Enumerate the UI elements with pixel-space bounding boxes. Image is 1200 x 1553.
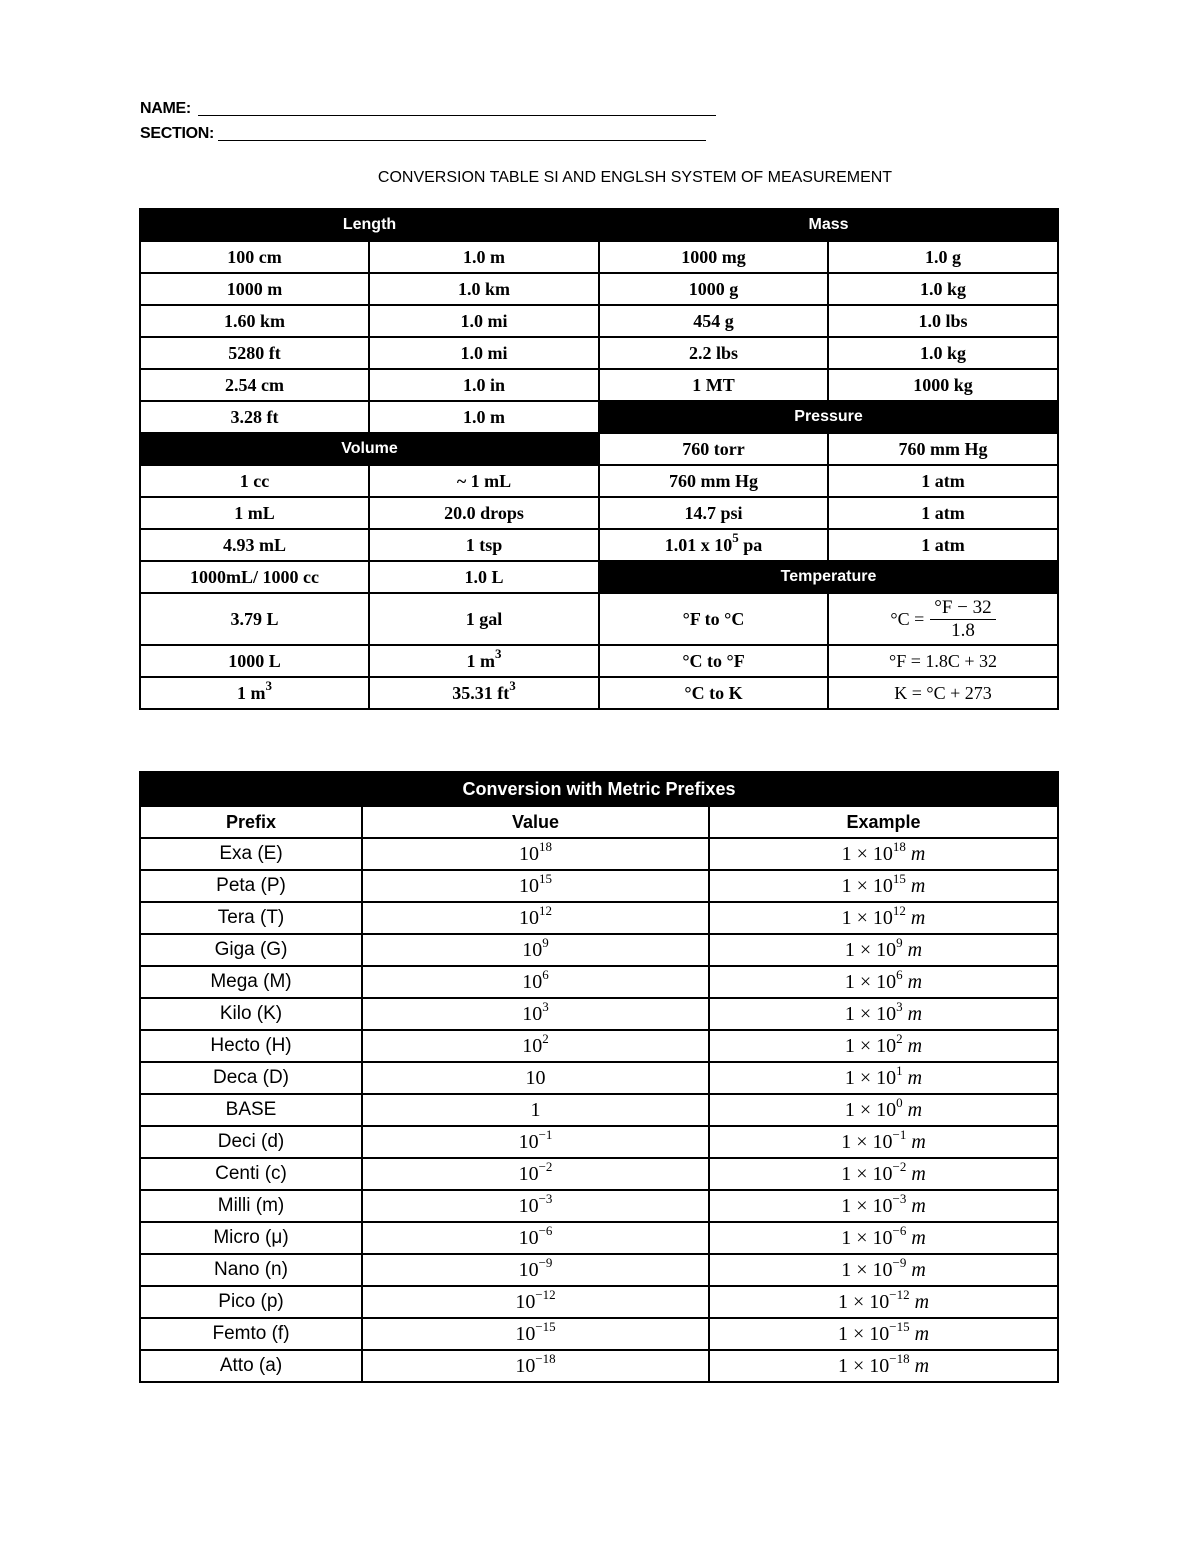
example-exponent: 2	[896, 1030, 903, 1046]
example-unit: m	[910, 874, 926, 897]
example-coefficient: 1 ×	[837, 1290, 865, 1313]
prefix-example	[709, 966, 1058, 998]
fraction-numerator: °F − 32	[930, 597, 995, 620]
example-coefficient: 1 ×	[844, 1098, 872, 1121]
prefix-name: Mega (M)	[140, 966, 362, 998]
prefix-example	[709, 870, 1058, 902]
prefix-name: Micro (μ)	[140, 1222, 362, 1254]
prefix-example	[709, 1158, 1058, 1190]
value-exponent: −3	[538, 1190, 553, 1206]
pressure-cell: 1 atm	[828, 529, 1058, 561]
example-unit: m	[914, 1290, 930, 1313]
length-cell: 1.60 km	[140, 305, 369, 337]
prefix-name: Kilo (K)	[140, 998, 362, 1030]
value-exponent: 18	[539, 838, 552, 854]
example-base: 10	[876, 1066, 897, 1089]
value-base: 10	[519, 874, 539, 897]
example-coefficient: 1 ×	[837, 1354, 865, 1377]
prefix-example	[709, 998, 1058, 1030]
volume-cell: 20.0 drops	[369, 497, 599, 529]
example-base: 10	[872, 906, 893, 929]
table-row	[140, 1030, 1058, 1062]
value-exponent: −9	[538, 1254, 553, 1270]
value-base: 10	[518, 1226, 539, 1249]
volume-cell: ~ 1 mL	[369, 465, 599, 497]
table-row	[140, 998, 1058, 1030]
prefix-example	[709, 1126, 1058, 1158]
pressure-cell: 760 torr	[599, 433, 828, 465]
mass-header: Mass	[599, 209, 1058, 241]
example-coefficient: 1 ×	[844, 970, 872, 993]
example-unit: m	[907, 938, 923, 961]
name-field	[140, 100, 720, 118]
example-unit: m	[911, 1130, 926, 1153]
example-base: 10	[872, 1162, 893, 1185]
length-cell: 1.0 mi	[369, 305, 599, 337]
prefix-value	[362, 966, 709, 998]
prefix-value	[362, 1254, 709, 1286]
example-unit: m	[907, 970, 923, 993]
temperature-formula: K = °C + 273	[828, 677, 1058, 709]
length-cell: 1.0 m	[369, 401, 599, 433]
volume-cell: 1000 L	[140, 645, 369, 677]
prefix-table-title: Conversion with Metric Prefixes	[140, 772, 1058, 806]
metric-prefix-table	[139, 771, 1059, 1383]
example-coefficient: 1 ×	[841, 1226, 868, 1249]
volume-value: 1 m	[237, 682, 266, 703]
example-exponent: −2	[892, 1158, 907, 1174]
volume-exponent: 3	[265, 677, 272, 693]
example-unit: m	[911, 1258, 926, 1281]
volume-cell: 1000mL/ 1000 cc	[140, 561, 369, 593]
volume-value: 1 m	[466, 650, 495, 671]
prefix-name: Femto (f)	[140, 1318, 362, 1350]
mass-cell: 454 g	[599, 305, 828, 337]
length-cell: 1.0 mi	[369, 337, 599, 369]
length-cell: 1.0 m	[369, 241, 599, 273]
example-exponent: 0	[896, 1094, 903, 1110]
temperature-cell: °C to K	[599, 677, 828, 709]
value-base: 10	[518, 1162, 539, 1185]
table-row	[140, 934, 1058, 966]
prefix-value	[362, 934, 709, 966]
example-base: 10	[869, 1290, 890, 1313]
prefix-name: Peta (P)	[140, 870, 362, 902]
example-exponent: 3	[896, 998, 903, 1014]
prefix-example	[709, 1350, 1058, 1382]
example-base: 10	[869, 1354, 890, 1377]
example-base: 10	[876, 1098, 897, 1121]
mass-cell: 1000 g	[599, 273, 828, 305]
volume-cell	[140, 677, 369, 709]
example-unit: m	[911, 1194, 926, 1217]
value-exponent: −6	[538, 1222, 553, 1238]
table-row	[140, 1254, 1058, 1286]
value-base: 10	[522, 970, 543, 993]
prefix-value	[362, 1222, 709, 1254]
value-base: 10	[518, 1130, 539, 1153]
pressure-cell: 14.7 psi	[599, 497, 828, 529]
table-row	[140, 838, 1058, 870]
prefix-name: Deci (d)	[140, 1126, 362, 1158]
example-coefficient: 1 ×	[841, 906, 868, 929]
example-base: 10	[876, 938, 897, 961]
volume-header: Volume	[140, 433, 599, 465]
prefix-name: Hecto (H)	[140, 1030, 362, 1062]
column-header-prefix: Prefix	[140, 806, 362, 838]
prefix-value	[362, 1190, 709, 1222]
pressure-header: Pressure	[599, 401, 1058, 433]
prefix-example	[709, 1286, 1058, 1318]
value-base: 10	[515, 1290, 536, 1313]
section-label: SECTION:	[140, 125, 215, 142]
example-base: 10	[872, 1226, 893, 1249]
value-exponent: −15	[535, 1318, 556, 1334]
value-exponent: 15	[539, 870, 552, 886]
length-header: Length	[140, 209, 599, 241]
prefix-example	[709, 1062, 1058, 1094]
example-unit: m	[910, 842, 926, 865]
mass-cell: 1.0 g	[828, 241, 1058, 273]
length-cell: 2.54 cm	[140, 369, 369, 401]
mass-cell: 1.0 lbs	[828, 305, 1058, 337]
prefix-value	[362, 1318, 709, 1350]
pressure-exponent: 5	[732, 529, 739, 545]
volume-cell: 1 cc	[140, 465, 369, 497]
prefix-example	[709, 1318, 1058, 1350]
length-cell: 5280 ft	[140, 337, 369, 369]
example-unit: m	[907, 1034, 923, 1057]
prefix-value	[362, 1062, 709, 1094]
length-cell: 100 cm	[140, 241, 369, 273]
volume-cell: 1 mL	[140, 497, 369, 529]
prefix-value	[362, 902, 709, 934]
prefix-name: Tera (T)	[140, 902, 362, 934]
example-unit: m	[914, 1354, 930, 1377]
section-blank-line[interactable]	[218, 140, 706, 141]
pressure-unit: pa	[738, 534, 763, 555]
example-exponent: 6	[896, 966, 903, 982]
table-row	[140, 1126, 1058, 1158]
value-exponent: 2	[542, 1030, 549, 1046]
table-row	[140, 966, 1058, 998]
prefix-name: Atto (a)	[140, 1350, 362, 1382]
example-exponent: −1	[892, 1126, 907, 1142]
section-field	[140, 125, 710, 143]
formula-fraction	[930, 597, 995, 642]
temperature-formula: °F = 1.8C + 32	[828, 645, 1058, 677]
table-row	[140, 1094, 1058, 1126]
pressure-cell	[599, 529, 828, 561]
name-label: NAME:	[140, 100, 191, 117]
temperature-cell: °F to °C	[599, 593, 828, 645]
prefix-name: Giga (G)	[140, 934, 362, 966]
value-base: 10	[519, 906, 539, 929]
prefix-value	[362, 1030, 709, 1062]
prefix-value	[362, 838, 709, 870]
table-row	[140, 902, 1058, 934]
prefix-example	[709, 1254, 1058, 1286]
prefix-value	[362, 1158, 709, 1190]
column-header-example: Example	[709, 806, 1058, 838]
table-row	[140, 1062, 1058, 1094]
temperature-formula	[828, 593, 1058, 645]
example-unit: m	[907, 1066, 923, 1089]
formula-lhs: °C =	[890, 608, 925, 629]
value-base: 10	[522, 1002, 543, 1025]
example-base: 10	[869, 1322, 890, 1345]
value-exponent: 6	[542, 966, 549, 982]
example-base: 10	[876, 970, 897, 993]
example-coefficient: 1 ×	[841, 842, 868, 865]
prefix-value	[362, 1350, 709, 1382]
prefix-example	[709, 838, 1058, 870]
value-exponent: −2	[538, 1158, 553, 1174]
value-exponent: −12	[535, 1286, 556, 1302]
example-unit: m	[911, 1226, 926, 1249]
example-coefficient: 1 ×	[837, 1322, 865, 1345]
example-coefficient: 1 ×	[841, 1194, 868, 1217]
prefix-name: BASE	[140, 1094, 362, 1126]
length-cell: 1000 m	[140, 273, 369, 305]
volume-cell: 1.0 L	[369, 561, 599, 593]
mass-cell: 2.2 lbs	[599, 337, 828, 369]
example-exponent: 12	[892, 902, 906, 918]
example-exponent: 9	[896, 934, 903, 950]
value-exponent: −18	[535, 1350, 556, 1366]
conversion-table	[139, 208, 1059, 710]
prefix-value	[362, 870, 709, 902]
example-exponent: −9	[892, 1254, 907, 1270]
volume-cell: 4.93 mL	[140, 529, 369, 561]
volume-cell: 1 gal	[369, 593, 599, 645]
value-base: 10	[522, 1034, 543, 1057]
prefix-value	[362, 1126, 709, 1158]
value-base: 10	[515, 1322, 536, 1345]
mass-cell: 1.0 kg	[828, 337, 1058, 369]
example-coefficient: 1 ×	[844, 938, 872, 961]
mass-cell: 1000 kg	[828, 369, 1058, 401]
pressure-cell: 760 mm Hg	[828, 433, 1058, 465]
value-exponent: 3	[542, 998, 549, 1014]
prefix-name: Milli (m)	[140, 1190, 362, 1222]
table-row	[140, 1190, 1058, 1222]
prefix-value	[362, 998, 709, 1030]
example-unit: m	[914, 1322, 930, 1345]
prefix-name: Pico (p)	[140, 1286, 362, 1318]
length-cell: 3.28 ft	[140, 401, 369, 433]
prefix-example	[709, 1222, 1058, 1254]
pressure-cell: 760 mm Hg	[599, 465, 828, 497]
example-exponent: −15	[889, 1318, 910, 1334]
example-coefficient: 1 ×	[844, 1066, 872, 1089]
prefix-name: Deca (D)	[140, 1062, 362, 1094]
value-base: 10	[518, 1194, 539, 1217]
prefix-value	[362, 1094, 709, 1126]
example-coefficient: 1 ×	[841, 1258, 868, 1281]
mass-cell: 1 MT	[599, 369, 828, 401]
name-blank-line[interactable]	[198, 115, 716, 116]
prefix-example	[709, 1030, 1058, 1062]
table-row	[140, 1158, 1058, 1190]
example-unit: m	[910, 906, 926, 929]
value-exponent: 9	[542, 934, 549, 950]
value-base: 10	[522, 938, 543, 961]
volume-value: 35.31 ft	[452, 682, 510, 703]
prefix-value	[362, 1286, 709, 1318]
example-base: 10	[876, 1034, 897, 1057]
prefix-example	[709, 1094, 1058, 1126]
volume-cell: 3.79 L	[140, 593, 369, 645]
column-header-value: Value	[362, 806, 709, 838]
mass-cell: 1000 mg	[599, 241, 828, 273]
volume-exponent: 3	[509, 677, 516, 693]
example-base: 10	[872, 842, 893, 865]
example-exponent: −12	[889, 1286, 910, 1302]
example-base: 10	[872, 874, 893, 897]
example-exponent: −6	[892, 1222, 907, 1238]
prefix-example	[709, 902, 1058, 934]
value-exponent: 12	[539, 902, 552, 918]
example-coefficient: 1 ×	[844, 1034, 872, 1057]
example-exponent: 1	[896, 1062, 903, 1078]
example-coefficient: 1 ×	[841, 1130, 868, 1153]
pressure-value: 1.01 x 10	[664, 534, 733, 555]
temperature-cell: °C to °F	[599, 645, 828, 677]
example-base: 10	[872, 1130, 893, 1153]
page-title: CONVERSION TABLE SI AND ENGLSH SYSTEM OF MEASUREMENT	[377, 169, 893, 186]
example-coefficient: 1 ×	[844, 1002, 872, 1025]
example-coefficient: 1 ×	[841, 1162, 868, 1185]
mass-cell: 1.0 kg	[828, 273, 1058, 305]
table-row	[140, 1286, 1058, 1318]
volume-exponent: 3	[495, 645, 502, 661]
prefix-name: Centi (c)	[140, 1158, 362, 1190]
example-exponent: 18	[892, 838, 906, 854]
example-unit: m	[907, 1098, 923, 1121]
value-base: 10	[515, 1354, 536, 1377]
volume-cell	[369, 645, 599, 677]
value-base: 10	[518, 1258, 539, 1281]
length-cell: 1.0 in	[369, 369, 599, 401]
value-base: 10	[519, 842, 539, 865]
prefix-example	[709, 1190, 1058, 1222]
table-row	[140, 1350, 1058, 1382]
example-base: 10	[872, 1194, 893, 1217]
example-exponent: −18	[889, 1350, 910, 1366]
example-unit: m	[907, 1002, 923, 1025]
pressure-cell: 1 atm	[828, 465, 1058, 497]
example-exponent: 15	[892, 870, 906, 886]
temperature-header: Temperature	[599, 561, 1058, 593]
value-exponent: −1	[538, 1126, 553, 1142]
example-exponent: −3	[892, 1190, 907, 1206]
table-row	[140, 870, 1058, 902]
example-coefficient: 1 ×	[841, 874, 868, 897]
table-row	[140, 1318, 1058, 1350]
pressure-cell: 1 atm	[828, 497, 1058, 529]
value-base: 10	[525, 1066, 546, 1089]
value-base: 1	[530, 1098, 541, 1121]
table-row	[140, 1222, 1058, 1254]
volume-cell	[369, 677, 599, 709]
prefix-name: Nano (n)	[140, 1254, 362, 1286]
prefix-example	[709, 934, 1058, 966]
prefix-name: Exa (E)	[140, 838, 362, 870]
example-base: 10	[876, 1002, 897, 1025]
volume-cell: 1 tsp	[369, 529, 599, 561]
example-unit: m	[911, 1162, 926, 1185]
fraction-denominator: 1.8	[951, 619, 975, 641]
length-cell: 1.0 km	[369, 273, 599, 305]
example-base: 10	[872, 1258, 893, 1281]
